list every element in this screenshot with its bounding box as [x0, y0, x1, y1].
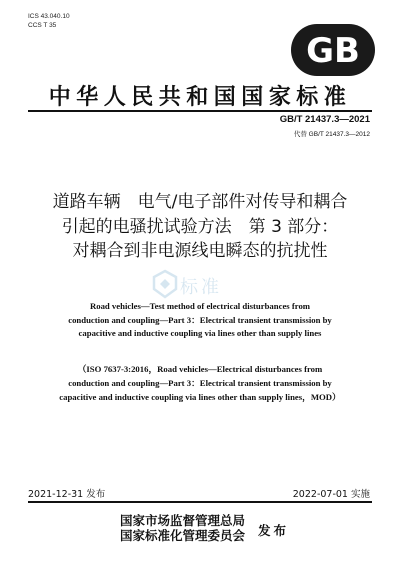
chinese-title — [0, 190, 400, 264]
english-title-line: conduction and coupling—Part 3：Electrical transient transmission by — [68, 314, 332, 325]
issuer-name: 国家标准化管理委员会 — [120, 528, 246, 543]
issuer-name: 国家市场监督管理总局 — [120, 513, 246, 528]
implementation-date: 2022-07-01 实施 — [292, 489, 370, 500]
english-title-line: Road vehicles—Test method of electrical disturbances from — [89, 301, 311, 311]
chinese-title-line: 引起的电骚扰试验方法 第 3 部分： — [61, 216, 339, 237]
english-title — [0, 300, 400, 341]
top-rule — [28, 110, 372, 112]
gb-logo-text: GB — [306, 31, 360, 71]
standard-number: GB/T 21437.3—2021 — [279, 114, 370, 125]
watermark — [152, 269, 272, 303]
watermark-mark-icon — [152, 269, 178, 299]
iso-reference-line: conduction and coupling—Part 3：Electrical transient transmission by — [68, 378, 332, 388]
publish-label: 发布 — [258, 523, 290, 538]
iso-reference-line: capacitive and inductive coupling via lines other than supply lines，MOD） — [59, 392, 341, 402]
bottom-rule — [28, 501, 372, 503]
iso-reference — [0, 362, 400, 404]
gb-logo-icon — [291, 24, 375, 76]
iso-reference-line: （ISO 7637-3:2016，Road vehicles—Electrical disturbances from — [77, 364, 323, 374]
issuing-authorities — [120, 513, 245, 543]
ics-code: ICS 43.040.10 — [28, 13, 70, 20]
chinese-title-line: 对耦合到非电源线电瞬态的抗扰性 — [72, 241, 328, 261]
chinese-title-line: 道路车辆 电气/电子部件对传导和耦合 — [52, 192, 348, 212]
ccs-code: CCS T 35 — [28, 22, 57, 29]
national-standard-title: 中华人民共和国国家标准 — [48, 84, 352, 110]
classification-codes — [28, 12, 70, 30]
watermark-text: 标准 — [180, 277, 222, 298]
english-title-line: capacitive and inductive coupling via lines other than supply lines — [78, 328, 322, 338]
replaces-standard: 代替 GB/T 21437.3—2012 — [293, 131, 370, 138]
issue-date: 2021-12-31 发布 — [28, 489, 106, 500]
